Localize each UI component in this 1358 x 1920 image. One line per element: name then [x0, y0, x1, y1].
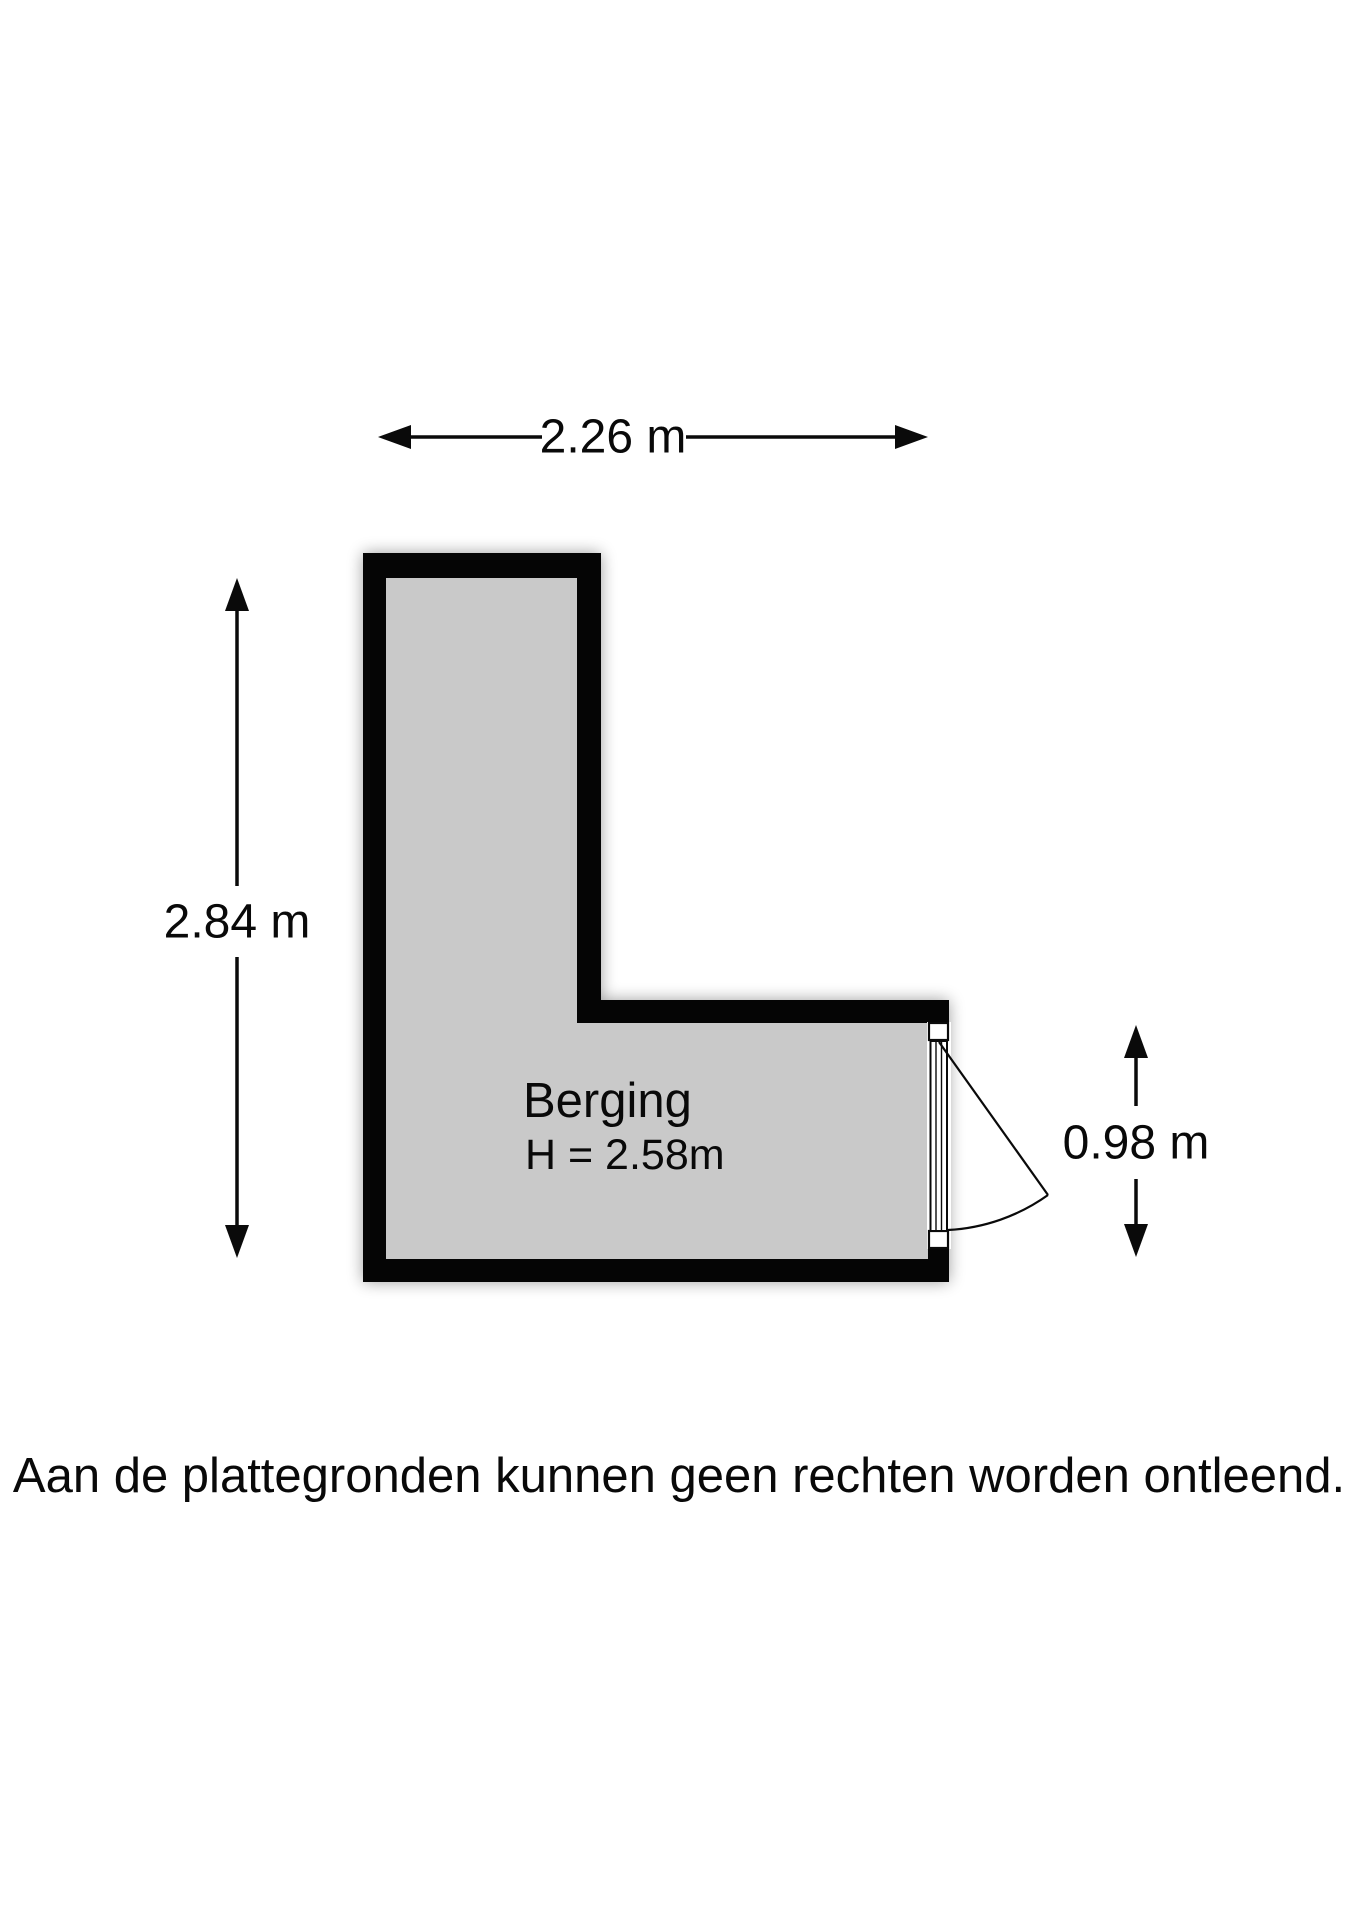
dimension-width	[378, 411, 928, 464]
arrowhead-up-icon	[1124, 1025, 1148, 1058]
door-leaf	[939, 1042, 1048, 1195]
dimension-width-label: 2.26 m	[539, 410, 687, 464]
door-jamb-bottom	[929, 1231, 948, 1248]
room-ceiling-height-label: H = 2.58m	[525, 1131, 725, 1179]
door-swing-arc	[948, 1195, 1048, 1230]
arrowhead-right-icon	[895, 425, 928, 449]
arrowhead-down-icon	[1124, 1224, 1148, 1257]
dimension-door-wall-label: 0.98 m	[1062, 1116, 1210, 1170]
arrowhead-left-icon	[378, 425, 411, 449]
arrowhead-down-icon	[225, 1225, 249, 1258]
dimension-height	[164, 578, 311, 1258]
dimension-height-label: 2.84 m	[163, 895, 311, 949]
door-jamb-top	[929, 1023, 948, 1040]
arrowhead-up-icon	[225, 578, 249, 611]
room-label: Berging	[523, 1074, 692, 1128]
door-panel	[931, 1041, 948, 1231]
door	[927, 1022, 1048, 1249]
dimension-door-wall	[1063, 1025, 1210, 1257]
disclaimer-text: Aan de plattegronden kunnen geen rechten worden ontleend.	[12, 1449, 1346, 1503]
